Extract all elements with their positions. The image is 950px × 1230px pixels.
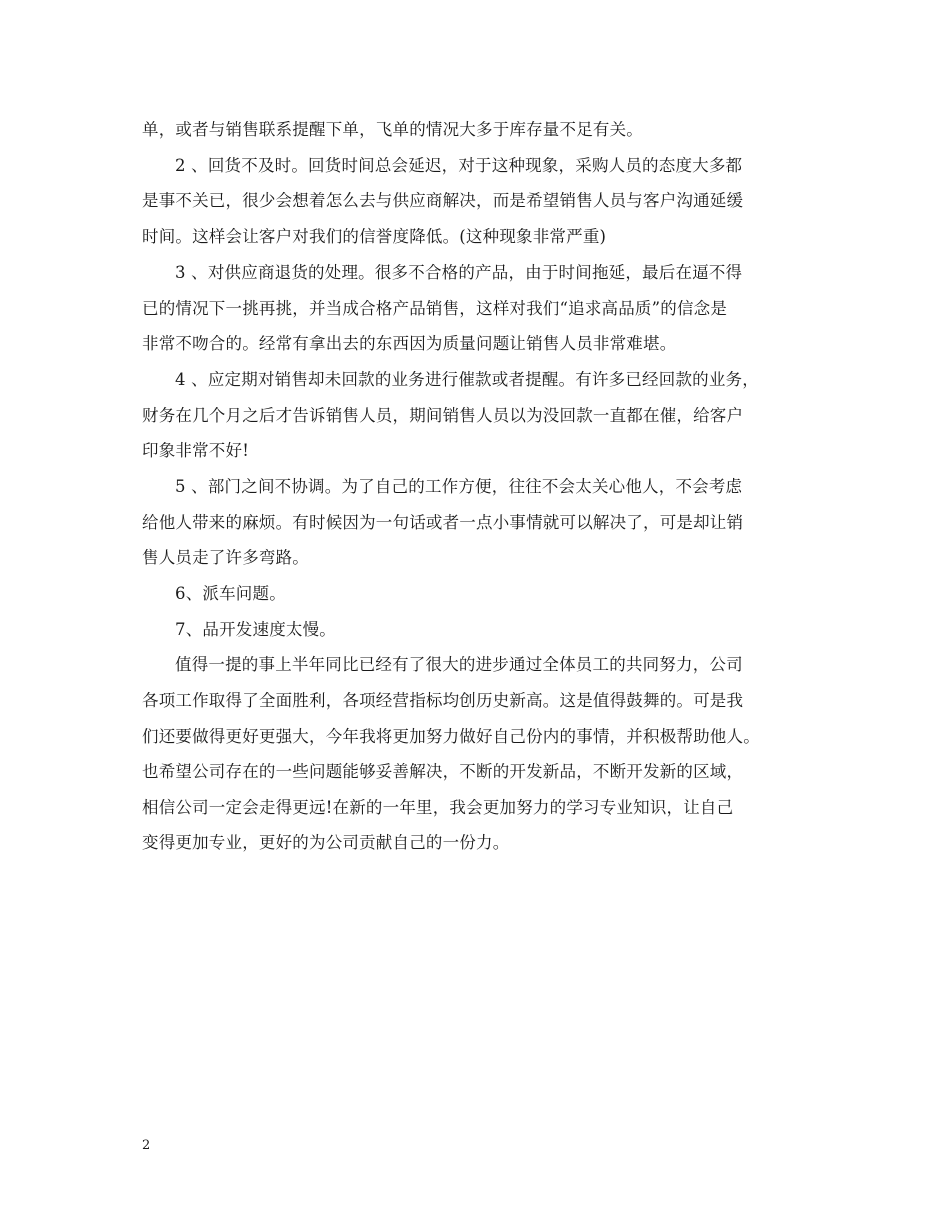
text-line: 5 、部门之间不协调。为了自己的工作方便，往往不会太关心他人，不会考虑 (175, 477, 743, 496)
text-line: 财务在几个月之后才告诉销售人员，期间销售人员以为没回款一直都在催，给客户 (142, 406, 744, 425)
text-line: 3 、对供应商退货的处理。很多不合格的产品，由于时间拖延，最后在逼不得 (175, 263, 743, 282)
text-line: 2 、回货不及时。回货时间总会延迟，对于这种现象，采购人员的态度大多都 (175, 156, 743, 175)
text-line: 印象非常不好! (142, 441, 250, 460)
page-number: 2 (142, 1138, 151, 1153)
text-line: 也希望公司存在的一些问题能够妥善解决，不断的开发新品，不断开发新的区域， (142, 762, 744, 781)
text-line: 单，或者与销售联系提醒下单，飞单的情况大多于库存量不足有关。 (142, 120, 643, 139)
text-line: 非常不吻合的。经常有拿出去的东西因为质量问题让销售人员非常难堪。 (142, 334, 677, 353)
text-line: 是事不关已，很少会想着怎么去与供应商解决，而是希望销售人员与客户沟通延缓 (142, 191, 744, 210)
text-line: 们还要做得更好更强大，今年我将更加努力做好自己份内的事情，并积极帮助他人。 (142, 727, 760, 746)
text-line: 售人员走了许多弯路。 (142, 548, 309, 567)
text-line: 7、品开发速度太慢。 (175, 620, 336, 639)
text-line: 相信公司一定会走得更远!在新的一年里，我会更加努力的学习专业知识，让自己 (142, 798, 734, 817)
text-line: 4 、应定期对销售却未回款的业务进行催款或者提醒。有许多已经回款的业务， (175, 370, 759, 389)
text-line: 已的情况下一挑再挑，并当成合格产品销售，这样对我们“追求高品质”的信念是 (142, 299, 728, 318)
text-line: 时间。这样会让客户对我们的信誉度降低。(这种现象非常严重) (142, 227, 607, 246)
text-line: 变得更加专业，更好的为公司贡献自己的一份力。 (142, 833, 510, 852)
text-line: 6、派车问题。 (175, 584, 286, 603)
text-line: 给他人带来的麻烦。有时候因为一句话或者一点小事情就可以解决了，可是却让销 (142, 513, 744, 532)
text-line: 值得一提的事上半年同比已经有了很大的进步通过全体员工的共同努力，公司 (175, 655, 743, 674)
text-line: 各项工作取得了全面胜利，各项经营指标均创历史新高。这是值得鼓舞的。可是我 (142, 691, 744, 710)
